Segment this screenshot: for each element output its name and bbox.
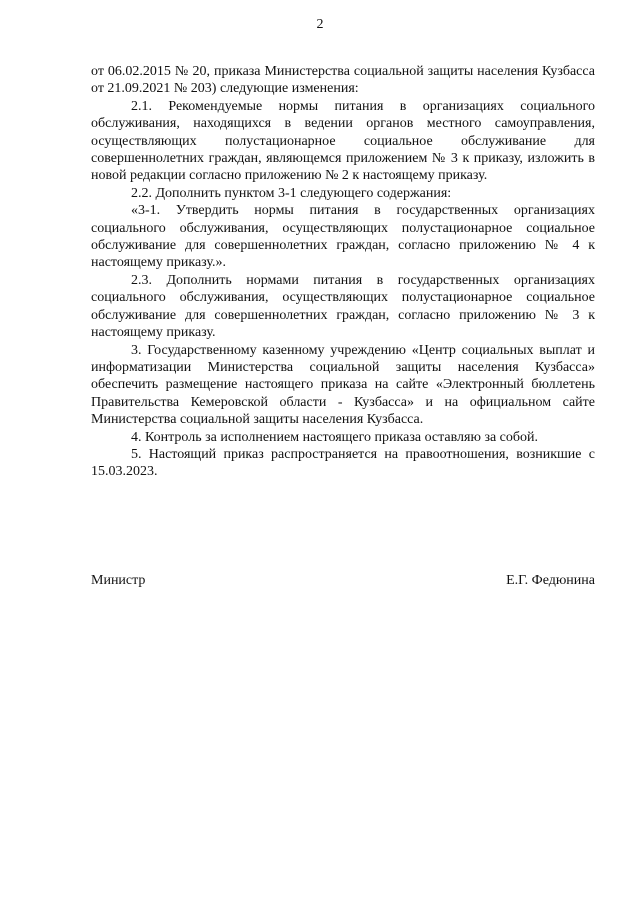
signature-block bbox=[91, 572, 595, 590]
paragraph-3: 3. Государственному казенному учреждению «Центр социальных выплат и информатизации Министерства социальной защиты населения Кузбасса» обеспечить размещение настоящего приказа на сайте «Электронный бюллетень Правительства Кемеровской области - Кузбасса» и на официальном сайте Министерства социальной защиты населения Кузбасса. bbox=[91, 342, 595, 428]
paragraph-3-1-quote: «3-1. Утвердить нормы питания в государственных организациях социального обслуживания, осуществляющих полустационарное социальное обслуживание для совершеннолетних граждан, согласно приложению № 4 к настоящему приказу.». bbox=[91, 203, 595, 271]
paragraph-intro-continuation: от 06.02.2015 № 20, приказа Министерства социальной защиты населения Кузбасса от 21.09.2021 № 203) следующие изменения: bbox=[91, 64, 595, 97]
paragraph-2-1: 2.1. Рекомендуемые нормы питания в организациях социального обслуживания, находящихся в ведении органов местного самоуправления, осуществляющих полустационарное социальное обслуживание для совершеннолетних граждан, являющемся приложением № 3 к приказу, изложить в новой редакции согласно приложению № 2 к настоящему приказу. bbox=[91, 98, 595, 184]
signature-name: Е.Г. Федюнина bbox=[506, 573, 595, 588]
paragraph-2-3: 2.3. Дополнить нормами питания в государственных организациях социального обслуживания, осуществляющих полустационарное социальное обслуживание для совершеннолетних граждан, согласно приложению № 3 к настоящему приказу. bbox=[91, 272, 595, 341]
paragraph-2-2: 2.2. Дополнить пунктом 3-1 следующего содержания: bbox=[131, 185, 452, 201]
paragraph-4: 4. Контроль за исполнением настоящего приказа оставляю за собой. bbox=[131, 429, 539, 445]
signature-position: Министр bbox=[91, 573, 146, 588]
page-number: 2 bbox=[316, 17, 324, 32]
paragraph-5: 5. Настоящий приказ распространяется на правоотношения, возникшие с 15.03.2023. bbox=[91, 446, 595, 480]
document-body bbox=[91, 63, 595, 481]
